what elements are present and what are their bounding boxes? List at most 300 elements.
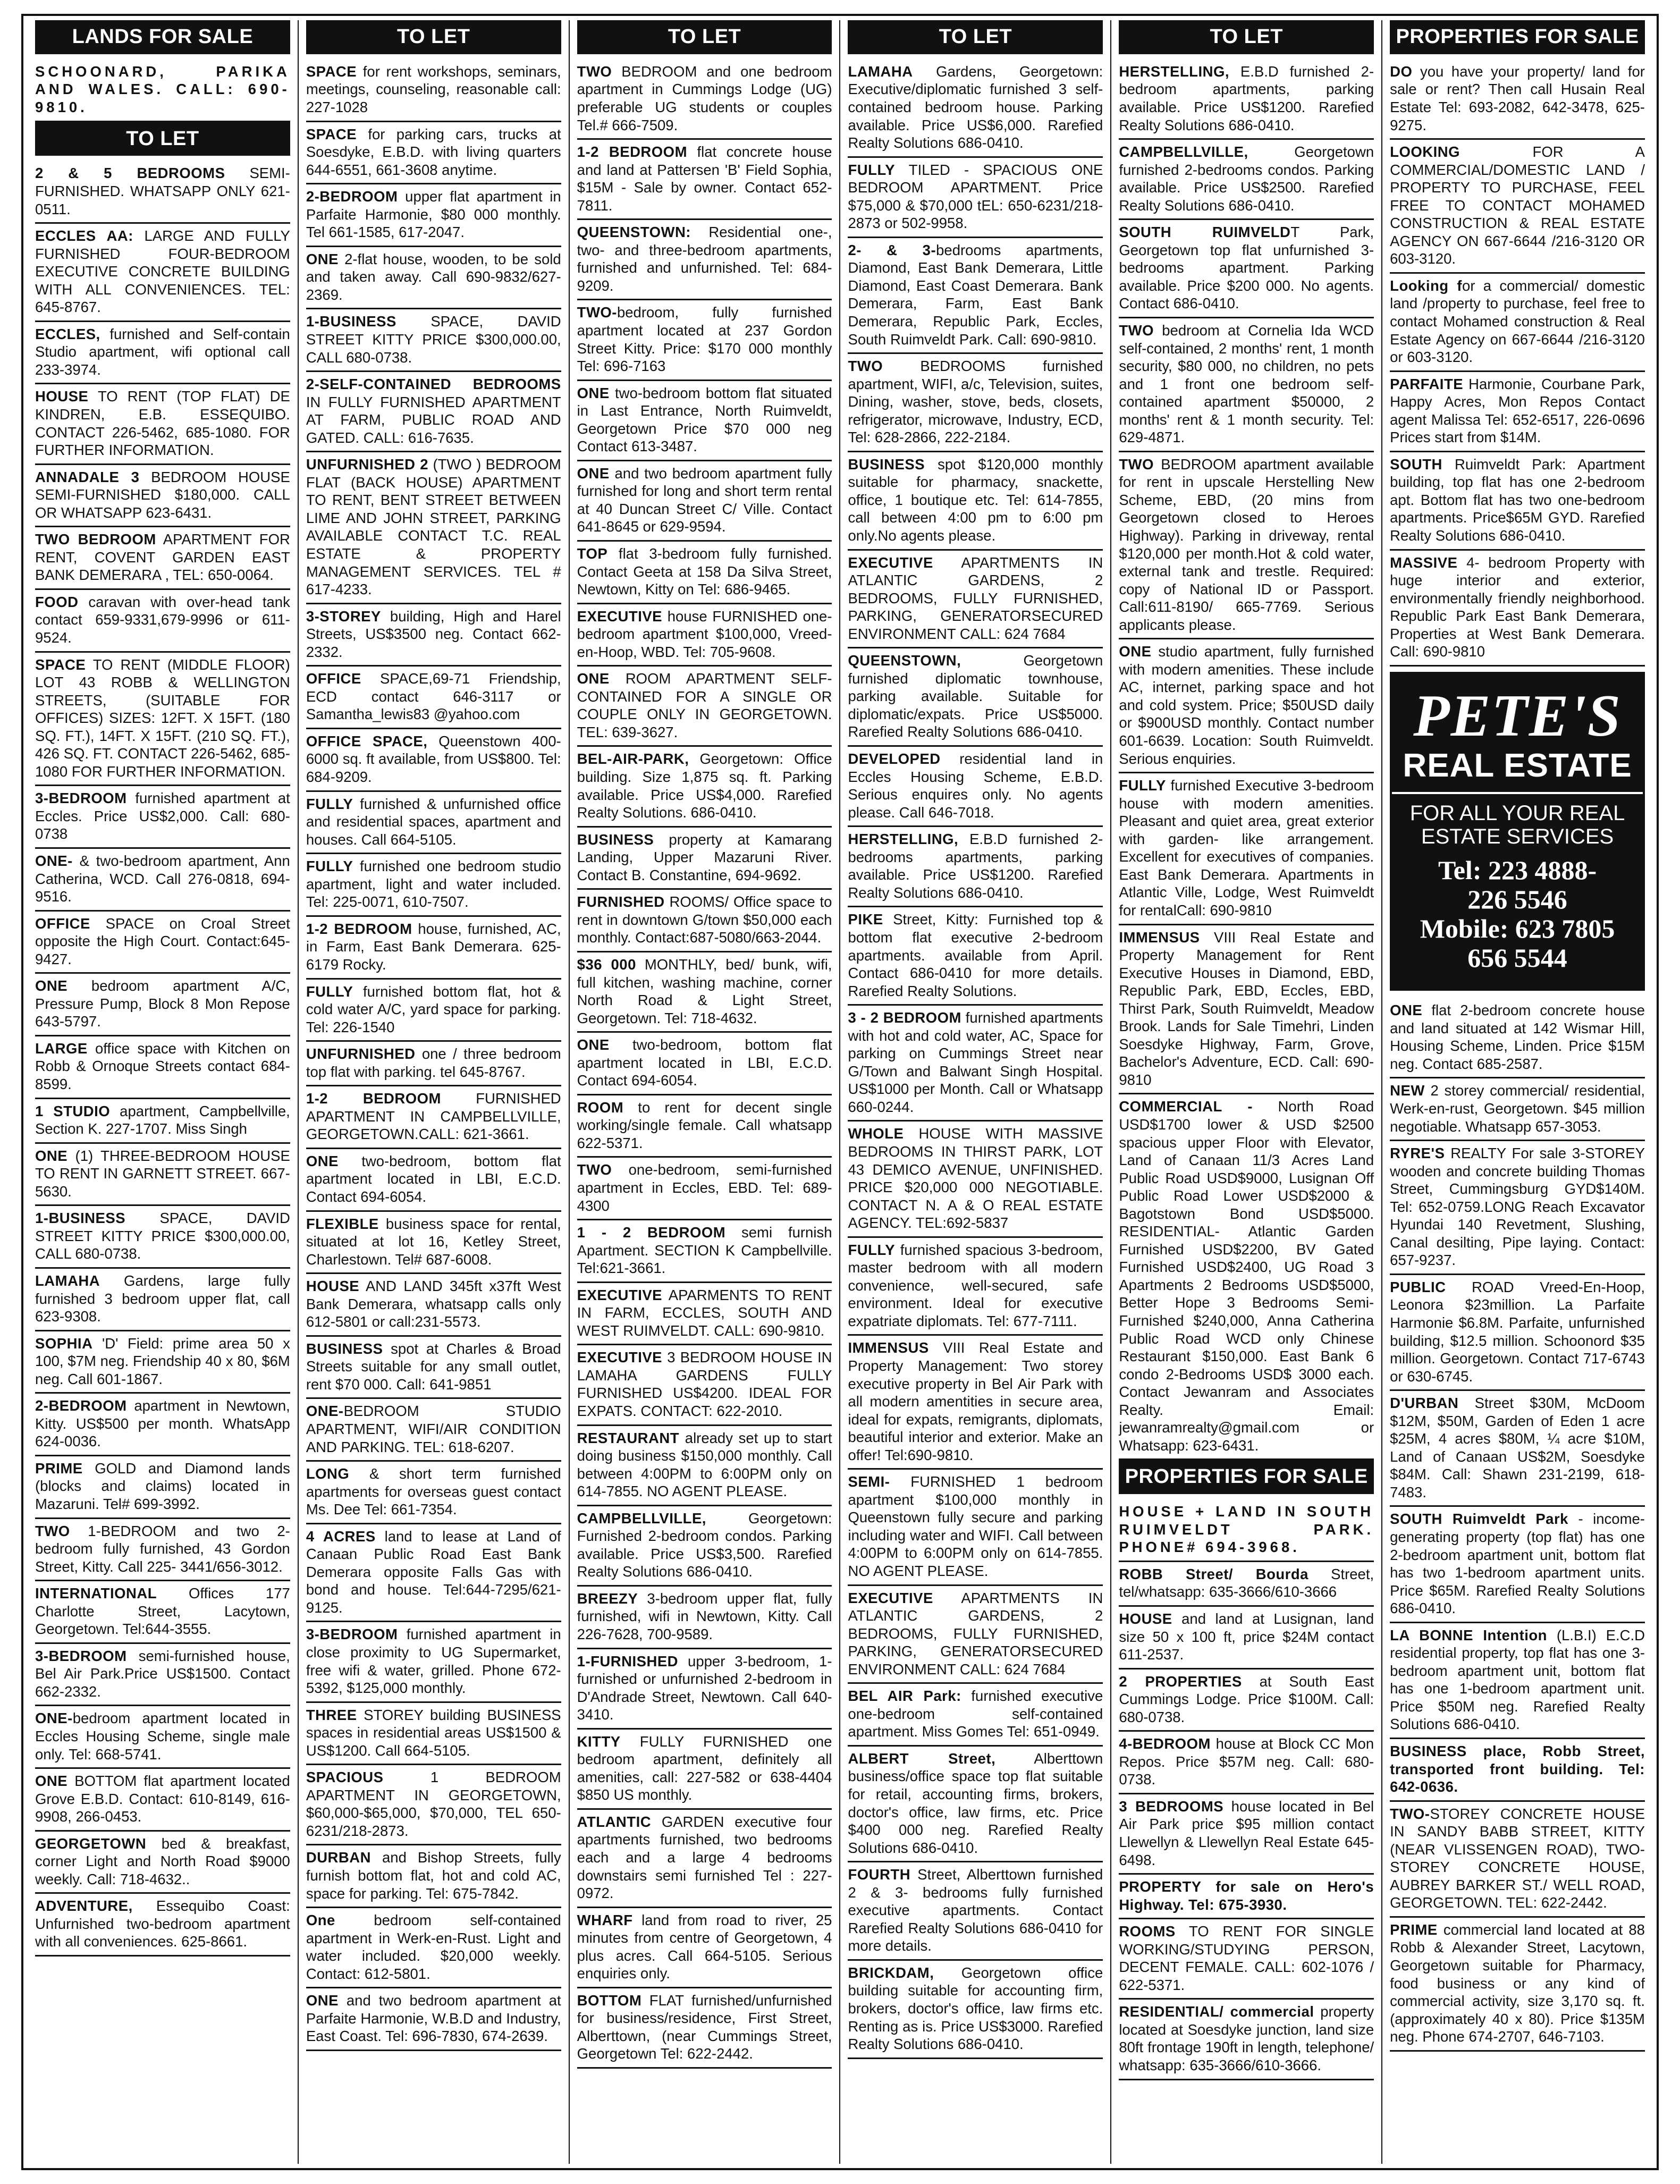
ad-text: furnished apartment in close proximity to UG Supermarket, free wifi & water, grilled. Phone 672-5392, $125,000 monthly. — [306, 1626, 561, 1697]
ad-text: studio apartment, fully furnished with modern amenities. These include AC, internet, parking space and hot and cold system. Price; $50USD daily or $900USD monthly. Contact number 601-6639. Location: South Ruimveldt. Serious enquiries. — [1119, 643, 1374, 767]
classified-ad — [1119, 1094, 1374, 1460]
classified-ad — [1119, 1562, 1374, 1607]
classified-ad — [1390, 1275, 1645, 1391]
ad-text: commercial land located at 88 Robb & Alexander Street, Lacytown, Georgetown suitable for Pharmacy, food business or any kind of commercial activity, size 3,170 sq. ft. (approximately 40 x 80). Price $135M neg. Phone 674-2707, 646-7103. — [1390, 1921, 1645, 2045]
classified-ad — [1390, 60, 1645, 140]
classified-ad — [848, 1121, 1103, 1237]
ad-lead: HERSTELLING, — [1119, 63, 1229, 80]
ad-text: SPACE on Croal Street opposite the High Court. Contact:645-9427. — [35, 915, 290, 967]
ad-text: GOLD and Diamond lands (blocks and claims) located in Mazaruni. Tel# 699-3992. — [35, 1460, 290, 1512]
classified-ad — [577, 1033, 832, 1095]
ad-lead: WHOLE — [848, 1125, 904, 1142]
classified-ad — [35, 1036, 290, 1099]
classified-ad — [35, 786, 290, 849]
ad-list — [1390, 998, 1645, 2052]
ad-lead: TWO — [577, 1161, 612, 1178]
classified-ad — [1119, 140, 1374, 220]
ad-text: 'D' Field: prime area 50 x 100, $7M neg. Friendship 40 x 80, $6M neg. Call 601-1867. — [35, 1335, 290, 1387]
ad-lead: FULLY — [306, 795, 353, 812]
ad-text: house FURNISHED one-bedroom apartment $100,000, Vreed-en-Hoop, WBD. Tel: 705-9608. — [577, 608, 832, 660]
classified-ad — [577, 1095, 832, 1158]
column-5 — [1111, 20, 1382, 2164]
ad-text: for parking cars, trucks at Soesdyke, E.B.D. with living quarters 644-6551, 661-3608 anytime. — [306, 125, 561, 178]
classified-ad — [1119, 318, 1374, 452]
logo-telephone: Tel: 223 4888- — [1438, 855, 1597, 886]
ad-text: business space for rental, situated at lot 16, Ketley Street, Charlestown. Tel# 687-6008. — [306, 1215, 561, 1268]
classified-ad — [35, 1519, 290, 1582]
classified-ad — [1119, 925, 1374, 1095]
logo-tagline: FOR ALL YOUR REAL ESTATE SERVICES — [1409, 802, 1625, 849]
classified-ad — [1119, 773, 1374, 925]
ad-lead: LOOKING — [1390, 144, 1460, 161]
ad-text: two-bedroom, bottom flat apartment located in LBI, E.C.D. Contact 694-6054. — [577, 1036, 832, 1089]
classified-ad — [35, 912, 290, 974]
classified-ad — [577, 60, 832, 140]
classified-ad — [306, 1212, 561, 1275]
classified-ad — [1390, 1391, 1645, 1507]
ad-lead: UNFURNISHED 2 — [306, 456, 429, 473]
ad-text: and Bishop Streets, fully furnish bottom flat, hot and cold AC, space for parking. Tel: 675-7842. — [306, 1849, 561, 1902]
classified-ad — [306, 729, 561, 792]
column-4 — [840, 20, 1111, 2164]
section-header: TO LET — [848, 20, 1103, 54]
classified-ad — [848, 827, 1103, 907]
ad-lead: ONE — [35, 1147, 68, 1164]
ad-lead: BREEZY — [577, 1590, 638, 1607]
ad-lead: INTERNATIONAL — [35, 1585, 157, 1602]
classified-ad — [1119, 452, 1374, 639]
ad-text: APARTMENTS IN ATLANTIC GARDENS, 2 BEDROOMS, FULLY FURNISHED, PARKING, GENERATORSECURED ENVIRONMENT CALL: 624 7684 — [848, 554, 1103, 642]
ad-lead: 1 - 2 BEDROOM — [577, 1224, 726, 1241]
ad-text: building, High and Harel Streets, US$3500 neg. Contact 662-2332. — [306, 608, 561, 660]
ad-text: bedrooms apartments, Diamond, East Bank Demerara, Little Diamond, East Coast Demerara. Bank Demerara, Farm, East Bank Demerara, Republic Park, Eccles, South Ruimveldt Park. Call: 690-9810. — [848, 241, 1103, 348]
classified-ad — [1119, 1669, 1374, 1732]
section-header: PROPERTIES FOR SALE — [1390, 20, 1645, 54]
section-header: TO LET — [306, 20, 561, 54]
ad-text: FLAT furnished/unfurnished for business/residence, First Street, Alberttown, (near Cummings Street, Georgetown Tel: 622-2442. — [577, 1992, 832, 2062]
classified-ad — [1390, 998, 1645, 1078]
classified-ad — [306, 854, 561, 917]
ad-text: SPACE,69-71 Friendship, ECD contact 646-3117 or Samantha_lewis83 @yahoo.com — [306, 670, 561, 723]
ad-text: apartment, Campbellville, Section K. 227-1707. Miss Singh — [35, 1102, 290, 1137]
ad-lead: 2- & 3- — [848, 241, 936, 258]
ad-lead: BUSINESS place, Robb Street, transported front building. Tel: 642-0636. — [1390, 1743, 1645, 1795]
ad-lead: FOOD — [35, 593, 79, 610]
classified-ad — [35, 1894, 290, 1957]
ad-text: Georgetown furnished 2-bedrooms condos. Parking available. Price US$2500. Rarefied Realty Solutions 686-0410. — [1119, 144, 1374, 214]
classified-ad — [848, 1238, 1103, 1336]
ad-lead: 4-BEDROOM — [1119, 1735, 1211, 1752]
ad-lead: ONE- — [35, 853, 73, 870]
classified-ad — [306, 122, 561, 185]
ad-lead: LA BONNE Intention — [1390, 1626, 1547, 1643]
ad-lead: EXECUTIVE — [848, 1589, 933, 1606]
ad-lead: ONE- — [35, 1710, 73, 1727]
ad-lead: ADVENTURE, — [35, 1898, 133, 1915]
classified-ad — [577, 604, 832, 667]
ad-lead: HERSTELLING, — [848, 831, 959, 848]
ad-text: Street $30M, McDoom $12M, $50M, Garden of Eden 1 acre $25M, 4 acres $80M, ¼ acre $10M, Land of Canaan US$2M, Soesdyke $84M. Call: Shawn 231-2199, 618-7483. — [1390, 1395, 1645, 1500]
ad-lead: TWO — [35, 1522, 70, 1539]
classified-ad — [577, 140, 832, 220]
petes-real-estate-logo — [1390, 672, 1645, 991]
classified-ad — [848, 1862, 1103, 1961]
classified-ad — [306, 1462, 561, 1524]
ad-lead: 2-SELF-CONTAINED BEDROOMS — [306, 376, 561, 393]
classified-ad — [1390, 372, 1645, 452]
ad-lead: 1-2 BEDROOM — [577, 144, 687, 161]
ad-lead: TOP — [577, 545, 608, 562]
ad-text: or a commercial/ domestic land /property to purchase, feel free to contact Mohamed construction & Real Estate Agency on 667-6644 /216-3120 or 603-3120. — [1390, 277, 1645, 366]
ad-lead: TWO — [577, 63, 612, 80]
ad-text: spot $120,000 monthly suitable for pharmacy, snackette, office, 1 boutique etc. Tel: 614-7855, call between 4:00 pm to 6:00 pm only.No agents please. — [848, 456, 1103, 544]
ad-lead: FULLY — [848, 161, 896, 178]
classified-ad — [848, 60, 1103, 158]
ad-lead: CAMPBELLVILLE, — [1119, 144, 1248, 161]
ad-lead: OFFICE SPACE, — [306, 732, 428, 749]
ad-lead: Looking f — [1390, 277, 1463, 294]
ad-lead: SOUTH — [1390, 456, 1442, 473]
ad-text: for rent workshops, seminars, meetings, counseling, reasonable call: 227-1028 — [306, 63, 561, 115]
ad-lead: EXECUTIVE — [577, 1349, 663, 1366]
ad-text: two-bedroom, bottom flat apartment located in LBI, E.C.D. Contact 694-6054. — [306, 1152, 561, 1205]
ad-text: bedroom at Cornelia Ida WCD self-contained, 2 months' rent, 1 month security, $80 000, no children, no pets and 1 front one bedroom self-contained apartment $50000, 2 months' rent & 1 month security. Tel: 629-4871. — [1119, 322, 1374, 446]
ad-text: ROOMS/ Office space to rent in downtown G/town $50,000 each monthly. Contact:687-5080/663-2044. — [577, 893, 832, 946]
ad-lead: PIKE — [848, 911, 883, 928]
ad-list — [1119, 1499, 1374, 2080]
ad-text: bedroom apartment located in Eccles Housing Scheme, single male only. Tel: 668-5741. — [35, 1710, 290, 1763]
ad-text: furnished apartment at Eccles. Price US$2,000. Call: 680-0738 — [35, 790, 290, 842]
classified-ad — [35, 974, 290, 1036]
ad-text: two-bedroom bottom flat situated in Last Entrance, North Ruimveldt, Georgetown Price $70 000 neg Contact 613-3487. — [577, 384, 832, 455]
classified-ad — [1390, 1141, 1645, 1275]
ad-text: furnished one bedroom studio apartment, light and water included. Tel: 225-0071, 610-7507. — [306, 858, 561, 910]
column-6 — [1382, 20, 1652, 2164]
ad-text: and two bedroom apartment at Parfaite Harmonie, W.B.D and Industry, East Coast. Tel: 696-7830, 674-2639. — [306, 1992, 561, 2045]
ad-lead: $36 000 — [577, 956, 636, 973]
ad-text: Gardens, Georgetown: Executive/diplomatic furnished 3 self-contained bedroom house. Parking available. Price US$6,000. Rarefied Realty Solutions 686-0410. — [848, 63, 1103, 151]
ad-lead: RYRE'S — [1390, 1145, 1445, 1162]
ad-lead: 1-2 BEDROOM — [306, 920, 412, 937]
classified-ad — [306, 792, 561, 855]
ad-text: VIII Real Estate and Property Management for Rent Executive Houses in Diamond, EBD, Republic Park, EBD, Eccles, EBD, Thirst Park, South Ruimveldt, Meadow Brook. Lands for Sale Timehri, Linden Soesdyke Highway, Farm, Grove, Bachelor's Adventure, ECD. Call: 690-9810 — [1119, 929, 1374, 1088]
ad-text: 3 BEDROOM HOUSE IN LAMAHA GARDENS FULLY FURNISHED US$4200. IDEAL FOR EXPATS. CONTACT: 622-2010. — [577, 1349, 832, 1419]
ad-text: to rent for decent single working/single female. Call whatsapp 622-5371. — [577, 1099, 832, 1151]
ad-text: & short term furnished apartments for overseas guest contact Ms. Dee Tel: 661-7354. — [306, 1465, 561, 1518]
ad-lead: LAMAHA — [848, 63, 913, 80]
classified-ad — [35, 590, 290, 653]
classified-ad — [1390, 140, 1645, 274]
ad-text: TILED - SPACIOUS ONE BEDROOM APARTMENT. Price $75,000 & $70,000 tEL: 650-6231/218-2873 or 502-9958. — [848, 161, 1103, 232]
ad-lead: FULLY — [306, 858, 353, 875]
ad-text: SPACE, DAVID STREET KITTY PRICE $300,000.00, CALL 680-0738. — [35, 1210, 290, 1262]
classified-ad — [35, 1206, 290, 1269]
classified-ad — [306, 1042, 561, 1086]
ad-lead: 3 - 2 BEDROOM — [848, 1009, 961, 1026]
ad-lead: PRIME — [35, 1460, 83, 1477]
ad-text: Georgetown furnished diplomatic townhouse, parking available. Suitable for diplomatic/expats. Price US$5000. Rarefied Realty Solutions 686-0410. — [848, 652, 1103, 740]
ad-text: Street, Kitty: Furnished top & bottom flat executive 2-bedroom apartments. available from April. Contact 686-0410 for more details. Rarefied Realty Solutions. — [848, 911, 1103, 999]
ad-text: furnished bottom flat, hot & cold water A/C, yard space for parking. Tel: 226-1540 — [306, 983, 561, 1035]
classified-ad — [306, 1622, 561, 1702]
ad-text: bedroom self-contained apartment in Werk-en-Rust. Light and water included. $20,000 weekly. Contact: 612-5801. — [306, 1912, 561, 1982]
ad-text: BOTTOM flat apartment located Grove E.B.D. Contact: 610-8149, 616-9908, 266-0453. — [35, 1773, 290, 1825]
ad-list — [577, 60, 832, 2069]
classified-ad — [848, 1470, 1103, 1586]
ad-lead: ONE — [577, 384, 610, 401]
ad-lead: PROPERTY for sale on Hero's Highway. Tel: 675-3930. — [1119, 1878, 1374, 1913]
ad-lead: BOTTOM — [577, 1992, 642, 2009]
ad-lead: 3-BEDROOM — [306, 1626, 398, 1643]
ad-lead: 3 BEDROOMS — [1119, 1798, 1224, 1815]
ad-lead: RESIDENTIAL/ commercial — [1119, 2003, 1314, 2020]
ad-lead: ONE — [1119, 643, 1152, 660]
ad-text: apartment in Newtown, Kitty. US$500 per month. WhatsApp 624-0036. — [35, 1397, 290, 1450]
ad-lead: PRIME — [1390, 1921, 1438, 1938]
classified-ad — [577, 1988, 832, 2069]
ad-lead: 3-BEDROOM — [35, 1647, 127, 1664]
classified-ad — [1119, 220, 1374, 318]
ad-list — [35, 161, 290, 1957]
ad-text: TO RENT FOR SINGLE WORKING/STUDYING PERSON, DECENT FEMALE. CALL: 602-1076 / 622-5371. — [1119, 1923, 1374, 1993]
ad-text: & two-bedroom apartment, Ann Catherina, WCD. Call 276-0818, 694-9516. — [35, 853, 290, 905]
ad-lead: SEMI- — [848, 1473, 890, 1490]
classified-ad — [577, 1506, 832, 1587]
ad-text: TO RENT (TOP FLAT) DE KINDREN, E.B. ESSEQUIBO. CONTACT 226-5462, 685-1080. FOR FURTHER INFORMATION. — [35, 388, 290, 459]
ad-text: Street, Alberttown furnished 2 & 3- bedrooms fully furnished executive apartments. Contact Rarefied Realty Solutions 686-0410 for more details. — [848, 1866, 1103, 1954]
ad-lead: UNFURNISHED — [306, 1045, 416, 1063]
ad-lead: BUSINESS — [306, 1340, 383, 1357]
classified-ad — [306, 1149, 561, 1212]
classified-ad — [35, 1144, 290, 1207]
ad-lead: MASSIVE — [1390, 554, 1458, 571]
classified-ad — [306, 980, 561, 1042]
ad-text: you have your property/ land for sale or rent? Then call Husain Real Estate Tel: 693-2082, 642-3478, 625-9275. — [1390, 63, 1645, 133]
ad-lead: RESTAURANT — [577, 1429, 680, 1446]
ad-lead: 3-BEDROOM — [35, 790, 127, 807]
ad-text: upper 3-bedroom, 1-furnished or unfurnished 2-bedroom in D'Andrade Street, Newtown. Call 640-3410. — [577, 1652, 832, 1723]
ad-text: E.B.D furnished 2-bedrooms apartments, parking available. Price US$1200. Rarefied Realty Solutions 686-0410. — [848, 831, 1103, 901]
classified-ad — [35, 653, 290, 787]
ad-text: (1) THREE-BEDROOM HOUSE TO RENT IN GARNETT STREET. 667-5630. — [35, 1147, 290, 1200]
classified-ad — [848, 158, 1103, 238]
classified-ad — [848, 551, 1103, 649]
classified-ad — [848, 907, 1103, 1006]
ad-list — [1119, 60, 1374, 1460]
ad-text: and land at Lusignan, land size 50 x 100 ft, price $24M contact 611-2537. — [1119, 1610, 1374, 1663]
ad-text: land to lease at Land of Canaan Public Road East Bank Demerara opposite Falls Gas with bond and house. Tel:644-7295/621-9125. — [306, 1528, 561, 1616]
classified-ad — [306, 247, 561, 310]
logo-mobile-2: 656 5544 — [1467, 943, 1567, 973]
ad-lead: OFFICE — [35, 915, 90, 932]
classified-ad — [35, 1581, 290, 1644]
classified-ad — [577, 1587, 832, 1649]
ad-text: ROAD Vreed-En-Hoop, Leonora $23million. La Parfaite Harmonie $6.8M. Parfaite, unfurnished building, $12.5 million. Schoonord $35 million. Georgetown. Contact 717-6743 or 630-6745. — [1390, 1278, 1645, 1385]
classified-ad — [1119, 1919, 1374, 2000]
ad-list — [1390, 60, 1645, 667]
ad-lead: 3-STOREY — [306, 608, 381, 625]
ad-lead: FULLY — [848, 1241, 896, 1258]
classified-ad — [306, 1908, 561, 1988]
ad-text: Alberttown business/office space top flat suitable for retail, accounting firms, brokers, doctor's office, law firms, etc. Price $400 000 neg. Rarefied Realty Solutions 686-0410. — [848, 1750, 1103, 1856]
ad-text: 2 storey commercial/ residential, Werk-en-rust, Georgetown. $45 million negotiable. Whatsapp 657-3053. — [1390, 1082, 1645, 1135]
ad-lead: SOUTH RUIMVELD — [1119, 224, 1291, 241]
ad-text: one / three bedroom top flat with parking. tel 645-8767. — [306, 1045, 561, 1080]
ad-lead: SCHOONARD, PARIKA AND WALES. CALL: 690-9810. — [35, 63, 290, 115]
column-1 — [28, 20, 299, 2164]
ad-lead: EXECUTIVE — [577, 1286, 663, 1303]
classified-ad — [306, 1845, 561, 1908]
ad-lead: DO — [1390, 63, 1413, 80]
classified-ad — [848, 1006, 1103, 1121]
ad-text: 4- bedroom Property with huge interior and exterior, environmentally friendly neighborhood. Republic Park East Bank Demerara, Properties at West Bank Demerara. Call: 690-9810 — [1390, 554, 1645, 660]
ad-lead: TWO — [1119, 322, 1154, 339]
ad-text: one-bedroom, semi-furnished apartment in Eccles, EBD. Tel: 689-4300 — [577, 1161, 832, 1214]
classified-ad — [306, 1399, 561, 1462]
classified-ad — [577, 747, 832, 827]
ad-lead: QUEENSTOWN: — [577, 224, 691, 241]
classified-ad — [577, 828, 832, 890]
ad-lead: BUSINESS — [577, 831, 654, 848]
ad-lead: HOUSE — [306, 1278, 360, 1295]
ad-lead: ONE — [35, 1773, 68, 1790]
ad-text: Queenstown 400-6000 sq. ft available, from US$800. Tel: 684-9209. — [306, 732, 561, 786]
ad-text: furnished & unfurnished office and residential spaces, apartment and houses. Call 664-5105. — [306, 795, 561, 848]
classified-ad — [577, 1283, 832, 1346]
ad-lead: FURNISHED — [577, 893, 665, 910]
ad-text: Georgetown: Office building. Size 1,875 sq. ft. Parking available. Price US$4,000. Rarefied Realty Solutions. 686-0410. — [577, 751, 832, 821]
ad-text: semi furnish Apartment. SECTION K Campbellville. Tel:621-3661. — [577, 1224, 832, 1277]
ad-lead: BRICKDAM, — [848, 1964, 934, 1981]
ad-text: GARDEN executive four apartments furnished, two bedrooms each and a large 4 bedrooms downstairs semi furnished Tel : 227-0972. — [577, 1813, 832, 1902]
ad-lead: HOUSE + LAND IN SOUTH RUIMVELDT PARK. PHONE# 694-3968. — [1119, 1503, 1374, 1556]
ad-text: Essequibo Coast: Unfurnished two-bedroom apartment with all conveniences. 625-8661. — [35, 1898, 290, 1950]
classified-ad — [848, 1336, 1103, 1470]
ad-lead: NEW — [1390, 1082, 1425, 1099]
ad-text: Street, tel/whatsapp: 635-3666/610-3666 — [1119, 1565, 1374, 1600]
ad-lead: ONE — [577, 1036, 610, 1053]
classified-ad — [35, 1456, 290, 1519]
ad-lead: TWO — [848, 358, 883, 375]
ad-lead: WHARF — [577, 1911, 633, 1928]
ad-lead: ECCLES AA: — [35, 227, 133, 244]
ad-text: property at Kamarang Landing, Upper Mazaruni River. Contact B. Constantine, 694-9692. — [577, 831, 832, 883]
ad-lead: D'URBAN — [1390, 1395, 1459, 1412]
classified-ad — [35, 224, 290, 322]
ad-lead: 1-FURNISHED — [577, 1652, 679, 1669]
classified-ad — [35, 1644, 290, 1707]
ad-text: HOUSE WITH MASSIVE BEDROOMS IN THIRST PARK, LOT 43 DEMICO AVENUE, UNFINISHED. PRICE $20,000 000 NEGOTIABLE. CONTACT N. A & O REAL ESTATE AGENCY. TEL:692-5837 — [848, 1125, 1103, 1232]
ad-text: flat 2-bedroom concrete house and land situated at 142 Wismar Hill, Housing Scheme, Linden. Price $15M neg. Contact 685-2587. — [1390, 1002, 1645, 1072]
ad-text: Gardens, large fully furnished 3 bedroom upper flat, call 623-9308. — [35, 1272, 290, 1325]
ad-lead: LONG — [306, 1465, 350, 1482]
section-header: TO LET — [577, 20, 832, 54]
classified-ad — [35, 849, 290, 912]
ad-lead: One — [306, 1912, 335, 1929]
ad-lead: 2-BEDROOM — [35, 1397, 127, 1414]
ad-text: LARGE AND FULLY FURNISHED FOUR-BEDROOM EXECUTIVE CONCRETE BUILDING WITH ALL CONVENIENCES. TEL: 645-8767. — [35, 227, 290, 316]
ad-text: - income-generating property (top flat) has one 2-bedroom apartment unit, bottom flat has two 1-bedroom apartment units. Price $65M. Rarefied Realty Solutions 686-0410. — [1390, 1511, 1645, 1617]
classified-ad — [577, 667, 832, 747]
ad-lead: TWO- — [577, 304, 617, 321]
classified-ad — [306, 1765, 561, 1845]
classified-ad — [1119, 60, 1374, 140]
ad-lead: LAMAHA — [35, 1272, 100, 1289]
classified-ad — [848, 1586, 1103, 1684]
ad-lead: 2 PROPERTIES — [1119, 1673, 1242, 1690]
ad-text: 1 BEDROOM APARTMENT IN GEORGETOWN, $60,000-$65,000, $70,000, TEL 650-6231/218-2873. — [306, 1769, 561, 1839]
classified-ad — [35, 161, 290, 224]
classified-ad — [35, 1331, 290, 1394]
ad-text: house at Block CC Mon Repos. Price $57M neg. Call: 680-0738. — [1119, 1735, 1374, 1788]
section-header: LANDS FOR SALE — [35, 20, 290, 54]
ad-lead: ROOMS — [1119, 1923, 1176, 1940]
classified-ad — [306, 1988, 561, 2051]
ad-lead: HOUSE — [1119, 1610, 1172, 1627]
ad-text: property located at Soesdyke junction, land size 80ft frontage 190ft in length, telephone/ whatsapp: 635-3666/610-3666. — [1119, 2003, 1374, 2074]
ad-text: BEDROOM apartment available for rent in upscale Herstelling New Scheme, EBD, (20 mins from Georgetown closed to Heroes Highway). Parking in driveway, rental $120,000 per month.Hot & cold water, external tank and trestle. Required: copy of National ID or Passport. Call:611-8190/ 665-7769. Serious applicants please. — [1119, 456, 1374, 633]
ad-text: flat concrete house and land at Pattersen 'B' Field Sophia, $15M - Sale by owner. Contact 652-7811. — [577, 144, 832, 214]
ad-text: SPACE, DAVID STREET KITTY PRICE $300,000.00, CALL 680-0738. — [306, 313, 561, 366]
classified-ad — [1390, 452, 1645, 551]
ad-lead: TWO — [1119, 456, 1154, 473]
ad-lead: FOURTH — [848, 1866, 911, 1883]
section-header: PROPERTIES FOR SALE — [1119, 1460, 1374, 1494]
ad-lead: 1-BUSINESS — [35, 1210, 126, 1227]
ad-text: IN FULLY FURNISHED APARTMENT AT FARM, PUBLIC ROAD AND GATED. CALL: 616-7635. — [306, 393, 561, 446]
classified-ad — [577, 952, 832, 1033]
classified-ad — [1390, 551, 1645, 667]
classified-ad — [1119, 1875, 1374, 1919]
logo-contact-block — [1392, 792, 1643, 989]
ad-text: Residential one-, two- and three-bedroom apartments, furnished and unfurnished. Tel: 684-9209. — [577, 224, 832, 294]
ad-text: and two bedroom apartment fully furnished for long and short term rental at 40 Duncan Street C/ Ville. Contact 641-8645 or 629-9594. — [577, 465, 832, 535]
ad-lead: ONE — [306, 250, 339, 267]
ad-list — [35, 60, 290, 122]
classified-ad — [577, 890, 832, 952]
ad-text: spot at Charles & Broad Streets suitable for any small outlet, rent $70 000. Call: 641-9851 — [306, 1340, 561, 1393]
classified-ad — [1119, 1499, 1374, 1562]
ad-text: office space with Kitchen on Robb & Ornoque Streets contact 684-8599. — [35, 1040, 290, 1093]
ad-lead: SOPHIA — [35, 1335, 93, 1352]
classified-ad — [577, 220, 832, 300]
ad-text: bedroom apartment A/C, Pressure Pump, Block 8 Mon Repose 643-5797. — [35, 977, 290, 1030]
ad-lead: THREE — [306, 1706, 357, 1723]
classified-ad — [306, 917, 561, 980]
logo-name: PETE'S — [1413, 682, 1622, 749]
ad-lead: 2 & 5 BEDROOMS — [35, 165, 225, 182]
ad-lead: ONE — [306, 1992, 339, 2009]
classified-ad — [1119, 2000, 1374, 2080]
classified-ad — [306, 372, 561, 452]
classified-ad — [848, 747, 1103, 827]
ad-text: 3-bedroom upper flat, fully furnished, wifi in Newtown, Kitty. Call 226-7628, 700-9589. — [577, 1590, 832, 1642]
ad-lead: 1-BUSINESS — [306, 313, 396, 330]
ad-text: bedroom, fully furnished apartment located at 237 Gordon Street Kitty. Price: $170 000 monthly Tel: 696-7163 — [577, 304, 832, 375]
ad-text: FURNISHED APARTMENT IN CAMPBELLVILLE, GEORGETOWN.CALL: 621-3661. — [306, 1090, 561, 1143]
classifieds-page — [21, 14, 1659, 2170]
classified-ad — [577, 1426, 832, 1506]
ad-lead: 4 ACRES — [306, 1528, 376, 1545]
ad-lead: EXECUTIVE — [577, 608, 663, 625]
ad-lead: FULLY — [306, 983, 353, 1000]
classified-ad — [306, 184, 561, 247]
classified-ad — [306, 1337, 561, 1399]
classified-ad — [1390, 1918, 1645, 2052]
ad-text: at South East Cummings Lodge. Price $100M. Call: 680-0738. — [1119, 1673, 1374, 1725]
classified-ad — [306, 60, 561, 122]
ad-text: (TWO ) BEDROOM FLAT (BACK HOUSE) APARTMENT TO RENT, BENT STREET BETWEEN LIME AND JOHN STREET, PARKING AVAILABLE CONTACT T.C. REAL ESTATE & PROPERTY MANAGEMENT SERVICES. TEL # 617-4233. — [306, 456, 561, 598]
